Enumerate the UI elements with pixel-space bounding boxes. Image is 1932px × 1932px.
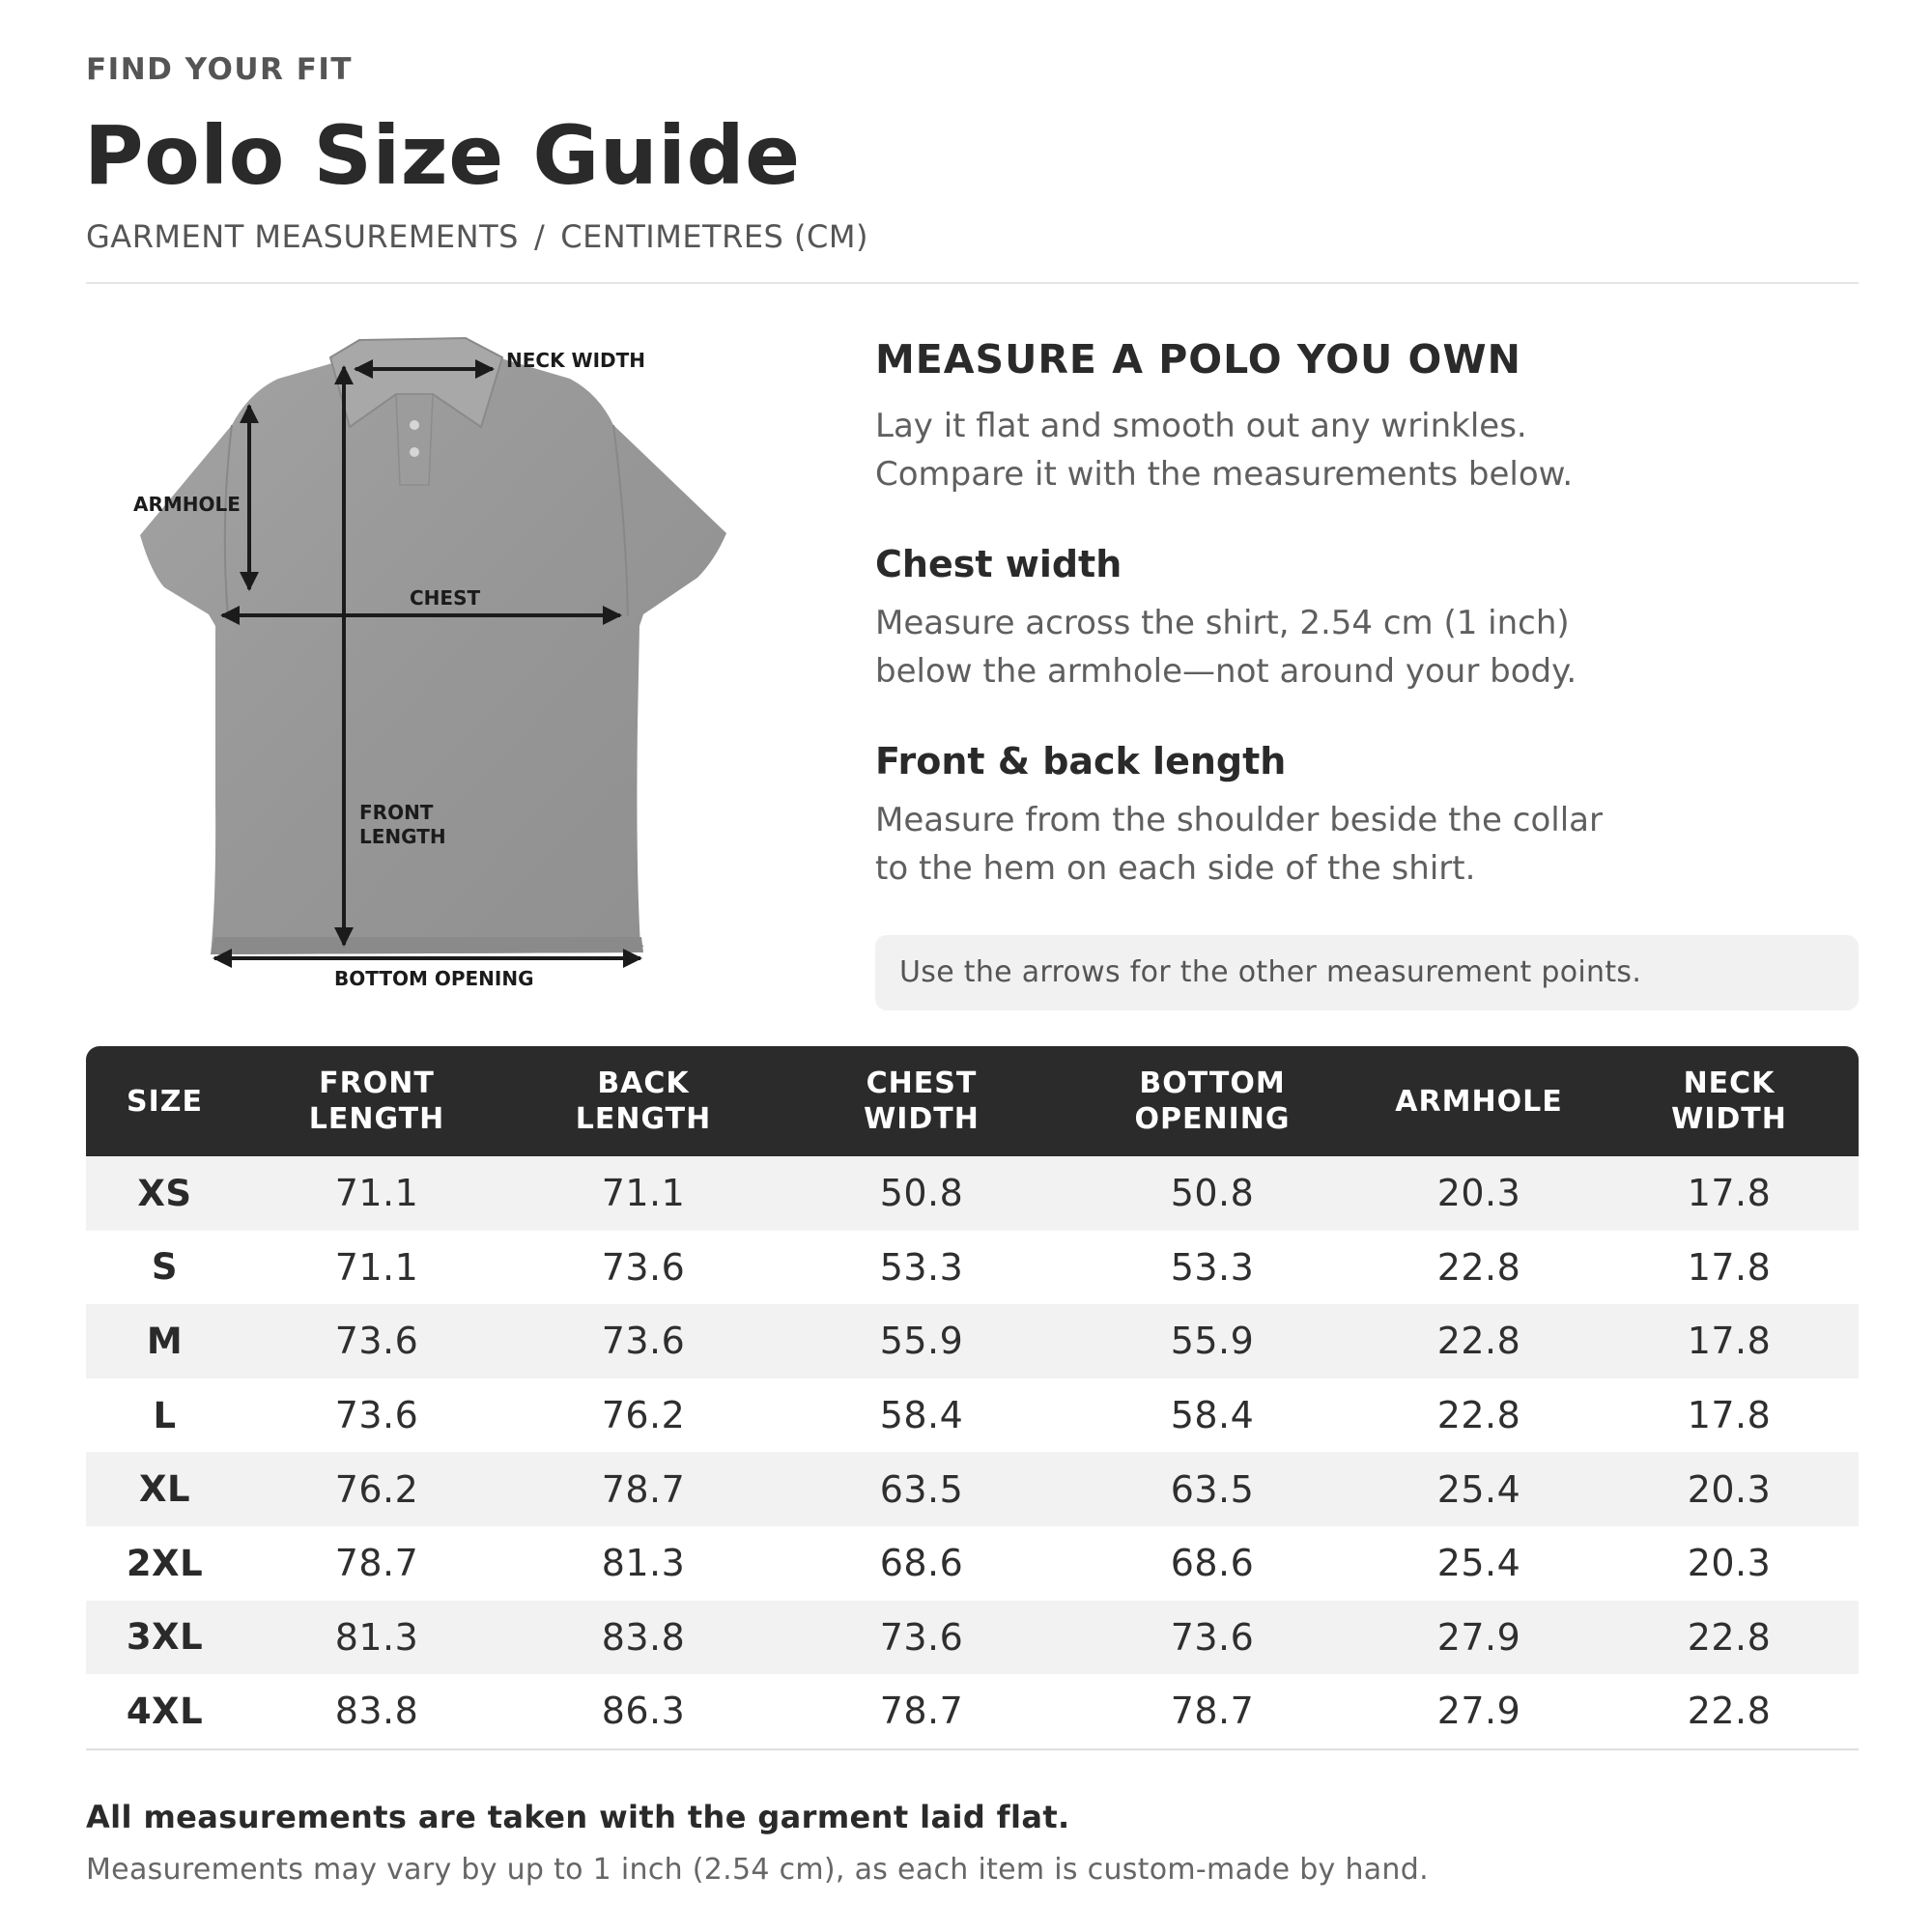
column-header-text: OPENING (1134, 1102, 1291, 1136)
polo-button-1 (410, 420, 419, 430)
back-length-cell: 73.6 (510, 1304, 777, 1378)
chest-width-cell: 63.5 (777, 1452, 1066, 1526)
bottom-opening-cell: 73.6 (1066, 1601, 1358, 1675)
intro-line-2: Compare it with the measurements below. (875, 455, 1574, 494)
back-length-cell: 86.3 (510, 1674, 777, 1748)
column-header-text: WIDTH (864, 1102, 980, 1136)
polo-diagram-svg (106, 319, 763, 1014)
length-section (875, 740, 1859, 893)
bottom-opening-cell: 68.6 (1066, 1526, 1358, 1601)
instructions-heading: MEASURE A POLO YOU OWN (875, 336, 1521, 383)
column-header-text: BACK (597, 1066, 690, 1100)
column-header-bottom-opening (1066, 1046, 1358, 1156)
front-length-cell: 73.6 (243, 1304, 510, 1378)
subtitle-measurements: GARMENT MEASUREMENTS (86, 218, 519, 255)
size-cell: S (86, 1231, 243, 1305)
neck-width-cell: 22.8 (1600, 1674, 1859, 1748)
size-cell: M (86, 1304, 243, 1378)
column-header-text: WIDTH (1671, 1102, 1787, 1136)
table-row (86, 1304, 1859, 1378)
chest-width-cell: 53.3 (777, 1231, 1066, 1305)
polo-placket (396, 394, 433, 485)
polo-shirt-shape (140, 338, 726, 954)
front-length-cell: 81.3 (243, 1601, 510, 1675)
header-divider (86, 282, 1859, 284)
neck-width-cell: 17.8 (1600, 1304, 1859, 1378)
table-row (86, 1452, 1859, 1526)
armhole-cell: 20.3 (1358, 1156, 1600, 1231)
bottom-opening-cell: 50.8 (1066, 1156, 1358, 1231)
size-cell: XS (86, 1156, 243, 1231)
length-line-2: to the hem on each side of the shirt. (875, 849, 1476, 888)
column-header-text: BOTTOM (1139, 1066, 1286, 1100)
column-header-text: NECK (1683, 1066, 1776, 1100)
chest-width-line-2: below the armhole—not around your body. (875, 652, 1577, 691)
back-length-cell: 78.7 (510, 1452, 777, 1526)
back-length-cell: 76.2 (510, 1378, 777, 1453)
column-header-neck-width (1600, 1046, 1859, 1156)
variance-note: Measurements may vary by up to 1 inch (2.54 cm), as each item is custom-made by hand. (86, 1853, 1429, 1887)
front-length-cell: 71.1 (243, 1156, 510, 1231)
chest-width-section (875, 543, 1859, 696)
bottom-opening-cell: 63.5 (1066, 1452, 1358, 1526)
front-length-label-line2: LENGTH (359, 825, 446, 848)
column-header-armhole (1358, 1046, 1600, 1156)
chest-width-cell: 78.7 (777, 1674, 1066, 1748)
back-length-cell: 71.1 (510, 1156, 777, 1231)
front-length-label-line1: FRONT (359, 801, 434, 824)
neck-width-cell: 20.3 (1600, 1526, 1859, 1601)
chest-width-cell: 50.8 (777, 1156, 1066, 1231)
size-table (86, 1046, 1859, 1748)
armhole-cell: 25.4 (1358, 1526, 1600, 1601)
front-length-cell: 78.7 (243, 1526, 510, 1601)
front-length-cell: 83.8 (243, 1674, 510, 1748)
flat-measurement-note: All measurements are taken with the garment laid flat. (86, 1799, 1070, 1835)
column-header-text: ARMHOLE (1395, 1084, 1563, 1119)
size-cell: 3XL (86, 1601, 243, 1675)
arrows-note: Use the arrows for the other measurement points. (875, 935, 1859, 1010)
length-line-1: Measure from the shoulder beside the collar (875, 801, 1603, 839)
chest-width-cell: 68.6 (777, 1526, 1066, 1601)
subtitle-units: CENTIMETRES (CM) (560, 218, 868, 255)
intro-line-1: Lay it flat and smooth out any wrinkles. (875, 407, 1527, 445)
armhole-cell: 25.4 (1358, 1452, 1600, 1526)
chest-width-line-1: Measure across the shirt, 2.54 cm (1 inch) (875, 604, 1570, 642)
armhole-label: ARMHOLE (133, 493, 241, 516)
column-header-text: SIZE (126, 1084, 203, 1119)
polo-hem (211, 937, 643, 954)
chest-width-cell: 55.9 (777, 1304, 1066, 1378)
table-row (86, 1231, 1859, 1305)
subtitle-separator: / (533, 218, 546, 255)
size-cell: L (86, 1378, 243, 1453)
page-subtitle (86, 218, 868, 255)
size-cell: 2XL (86, 1526, 243, 1601)
polo-button-2 (410, 447, 419, 457)
neck-width-cell: 22.8 (1600, 1601, 1859, 1675)
column-header-chest-width (777, 1046, 1066, 1156)
table-bottom-divider (86, 1748, 1859, 1750)
table-row (86, 1674, 1859, 1748)
chest-width-cell: 73.6 (777, 1601, 1066, 1675)
bottom-opening-cell: 53.3 (1066, 1231, 1358, 1305)
back-length-cell: 73.6 (510, 1231, 777, 1305)
bottom-opening-label: BOTTOM OPENING (334, 967, 534, 990)
column-header-back-length (510, 1046, 777, 1156)
front-length-cell: 71.1 (243, 1231, 510, 1305)
polo-measurement-diagram (106, 319, 763, 1014)
front-length-cell: 73.6 (243, 1378, 510, 1453)
column-header-size (86, 1046, 243, 1156)
table-row (86, 1601, 1859, 1675)
bottom-opening-cell: 78.7 (1066, 1674, 1358, 1748)
column-header-text: FRONT (319, 1066, 435, 1100)
armhole-cell: 22.8 (1358, 1378, 1600, 1453)
length-heading: Front & back length (875, 740, 1287, 782)
page-title: Polo Size Guide (84, 108, 801, 203)
chest-width-cell: 58.4 (777, 1378, 1066, 1453)
measure-instructions (875, 336, 1859, 1010)
size-table-container (86, 1046, 1859, 1748)
table-row (86, 1526, 1859, 1601)
neck-width-cell: 20.3 (1600, 1452, 1859, 1526)
column-header-text: CHEST (866, 1066, 978, 1100)
column-header-text: LENGTH (308, 1102, 445, 1136)
neck-width-label: NECK WIDTH (506, 349, 646, 372)
armhole-cell: 27.9 (1358, 1674, 1600, 1748)
back-length-cell: 83.8 (510, 1601, 777, 1675)
neck-width-cell: 17.8 (1600, 1378, 1859, 1453)
table-row (86, 1378, 1859, 1453)
size-cell: XL (86, 1452, 243, 1526)
table-header-row (86, 1046, 1859, 1156)
table-body (86, 1156, 1859, 1748)
column-header-front-length (243, 1046, 510, 1156)
armhole-cell: 22.8 (1358, 1304, 1600, 1378)
eyebrow-label: FIND YOUR FIT (86, 52, 354, 87)
armhole-cell: 27.9 (1358, 1601, 1600, 1675)
chest-width-heading: Chest width (875, 543, 1122, 585)
bottom-opening-cell: 58.4 (1066, 1378, 1358, 1453)
back-length-cell: 81.3 (510, 1526, 777, 1601)
column-header-text: LENGTH (575, 1102, 712, 1136)
chest-label: CHEST (410, 586, 481, 610)
armhole-cell: 22.8 (1358, 1231, 1600, 1305)
table-row (86, 1156, 1859, 1231)
neck-width-cell: 17.8 (1600, 1156, 1859, 1231)
neck-width-cell: 17.8 (1600, 1231, 1859, 1305)
size-cell: 4XL (86, 1674, 243, 1748)
front-length-cell: 76.2 (243, 1452, 510, 1526)
bottom-opening-cell: 55.9 (1066, 1304, 1358, 1378)
